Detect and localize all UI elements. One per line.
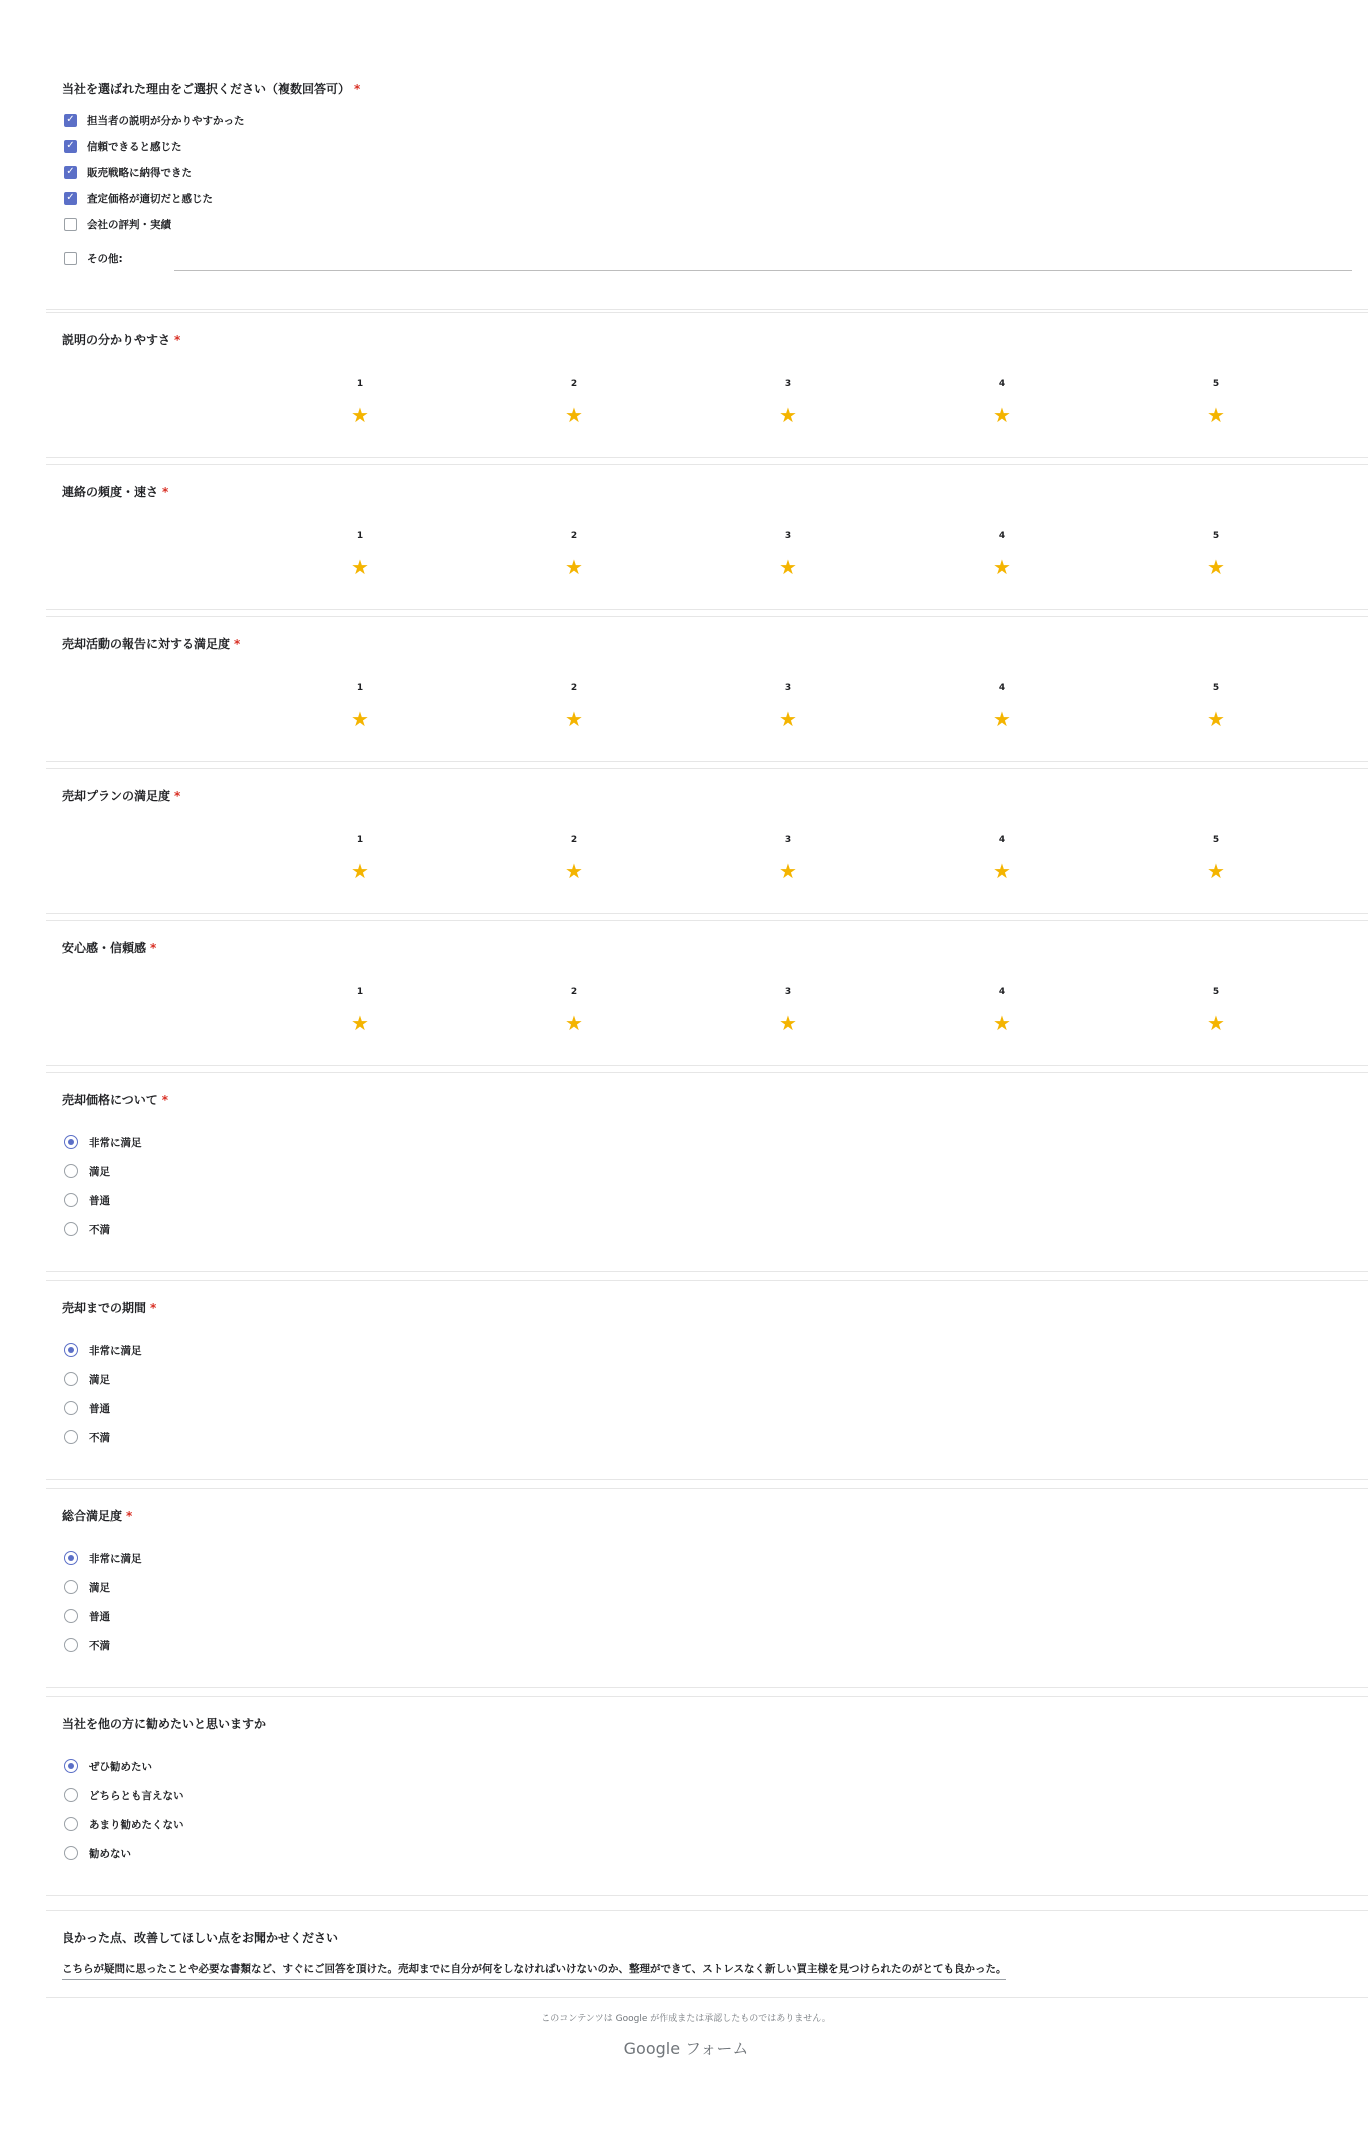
star-icon[interactable]: ★ xyxy=(351,403,369,427)
scale-label: 4 xyxy=(998,379,1006,389)
question-title: 売却価格について * xyxy=(62,1093,169,1107)
radio-option[interactable] xyxy=(64,1757,152,1775)
scale-label: 4 xyxy=(998,987,1006,997)
checkbox-option[interactable] xyxy=(64,111,245,129)
checkbox[interactable]: ✓ xyxy=(64,192,77,205)
option-label: 勧めない xyxy=(89,1847,131,1860)
radio-button[interactable] xyxy=(64,1759,78,1773)
question-title: 売却までの期間 * xyxy=(62,1301,157,1315)
required-asterisk: * xyxy=(126,1509,133,1523)
rating-option-1[interactable] xyxy=(340,379,380,425)
option-label: 非常に満足 xyxy=(89,1136,142,1149)
radio-button[interactable] xyxy=(64,1609,78,1623)
question-card-reasons xyxy=(46,60,1368,310)
option-label: 普通 xyxy=(89,1402,110,1415)
question-title: 説明の分かりやすさ * xyxy=(62,333,181,347)
checkbox[interactable] xyxy=(64,252,77,265)
other-text-input[interactable] xyxy=(174,270,1352,271)
rating-option-4[interactable] xyxy=(982,835,1022,881)
scale-label: 1 xyxy=(356,835,364,845)
scale-label: 3 xyxy=(784,835,792,845)
google-forms-logo[interactable]: Google フォーム xyxy=(623,2039,749,2058)
star-icon[interactable]: ★ xyxy=(993,1011,1011,1035)
option-label: 不満 xyxy=(89,1223,110,1236)
radio-option[interactable] xyxy=(64,1399,110,1417)
rating-option-3[interactable] xyxy=(768,987,808,1033)
radio-option[interactable] xyxy=(64,1133,142,1151)
radio-button[interactable] xyxy=(64,1580,78,1594)
footer-disclaimer: このコンテンツは Google が作成または承認したものではありません。 xyxy=(541,2014,831,2024)
radio-button[interactable] xyxy=(64,1551,78,1565)
scale-label: 4 xyxy=(998,683,1006,693)
option-label: あまり勧めたくない xyxy=(89,1818,184,1831)
scale-label: 2 xyxy=(570,835,578,845)
rating-option-3[interactable] xyxy=(768,379,808,425)
radio-button[interactable] xyxy=(64,1430,78,1444)
option-label: 非常に満足 xyxy=(89,1552,142,1565)
checkbox-option[interactable] xyxy=(64,163,192,181)
question-card-choice xyxy=(46,1280,1368,1480)
radio-option[interactable] xyxy=(64,1220,110,1238)
star-icon[interactable]: ★ xyxy=(351,1011,369,1035)
question-card-rating xyxy=(46,768,1368,914)
radio-button[interactable] xyxy=(64,1135,78,1149)
checkbox-option[interactable] xyxy=(64,189,213,207)
required-asterisk: * xyxy=(174,789,181,803)
question-card-choice xyxy=(46,1488,1368,1688)
radio-option[interactable] xyxy=(64,1607,110,1625)
radio-button[interactable] xyxy=(64,1193,78,1207)
rating-option-2[interactable] xyxy=(554,531,594,577)
checkbox-option[interactable] xyxy=(64,215,171,233)
radio-button[interactable] xyxy=(64,1222,78,1236)
option-label: 査定価格が適切だと感じた xyxy=(87,192,213,205)
required-asterisk: * xyxy=(354,82,361,96)
radio-button[interactable] xyxy=(64,1638,78,1652)
star-icon[interactable]: ★ xyxy=(993,859,1011,883)
star-icon[interactable]: ★ xyxy=(1207,1011,1225,1035)
radio-button[interactable] xyxy=(64,1817,78,1831)
rating-option-5[interactable] xyxy=(1196,987,1236,1033)
question-card-rating xyxy=(46,312,1368,458)
star-icon[interactable]: ★ xyxy=(351,555,369,579)
option-label: 不満 xyxy=(89,1639,110,1652)
scale-label: 3 xyxy=(784,379,792,389)
option-label: どちらとも言えない xyxy=(89,1789,184,1802)
star-icon[interactable]: ★ xyxy=(565,707,583,731)
option-label: 非常に満足 xyxy=(89,1344,142,1357)
question-card-rating xyxy=(46,616,1368,762)
scale-label: 2 xyxy=(570,683,578,693)
rating-option-4[interactable] xyxy=(982,531,1022,577)
option-label: 不満 xyxy=(89,1431,110,1444)
scale-label: 1 xyxy=(356,683,364,693)
question-title: 売却プランの満足度 * xyxy=(62,789,181,803)
checkbox[interactable]: ✓ xyxy=(64,114,77,127)
scale-label: 4 xyxy=(998,835,1006,845)
rating-option-2[interactable] xyxy=(554,683,594,729)
question-title: 連絡の頻度・速さ * xyxy=(62,485,169,499)
rating-option-2[interactable] xyxy=(554,835,594,881)
star-icon[interactable]: ★ xyxy=(1207,707,1225,731)
star-icon[interactable]: ★ xyxy=(1207,403,1225,427)
question-title: 安心感・信頼感 * xyxy=(62,941,157,955)
radio-option[interactable] xyxy=(64,1786,184,1804)
star-icon[interactable]: ★ xyxy=(993,403,1011,427)
checkbox[interactable]: ✓ xyxy=(64,166,77,179)
scale-label: 5 xyxy=(1212,531,1220,541)
required-asterisk: * xyxy=(162,485,169,499)
rating-option-5[interactable] xyxy=(1196,683,1236,729)
star-icon[interactable]: ★ xyxy=(1207,555,1225,579)
rating-option-1[interactable] xyxy=(340,683,380,729)
checkbox-option[interactable] xyxy=(64,137,182,155)
star-icon[interactable]: ★ xyxy=(993,555,1011,579)
question-card-choice xyxy=(46,1696,1368,1896)
star-icon[interactable]: ★ xyxy=(779,403,797,427)
star-icon[interactable]: ★ xyxy=(565,1011,583,1035)
option-label: 販売戦略に納得できた xyxy=(87,166,192,179)
radio-option[interactable] xyxy=(64,1162,110,1180)
scale-label: 3 xyxy=(784,531,792,541)
star-icon[interactable]: ★ xyxy=(779,555,797,579)
question-title: 総合満足度 * xyxy=(62,1509,133,1523)
option-label: 満足 xyxy=(89,1581,110,1594)
option-label: ぜひ勧めたい xyxy=(89,1760,152,1773)
star-icon[interactable]: ★ xyxy=(993,707,1011,731)
question-title: 当社を他の方に勧めたいと思いますか xyxy=(62,1717,267,1731)
question-card-rating xyxy=(46,920,1368,1066)
star-icon[interactable]: ★ xyxy=(565,859,583,883)
option-label: 信頼できると感じた xyxy=(87,140,182,153)
rating-option-1[interactable] xyxy=(340,987,380,1033)
required-asterisk: * xyxy=(150,1301,157,1315)
rating-option-3[interactable] xyxy=(768,531,808,577)
rating-option-3[interactable] xyxy=(768,835,808,881)
radio-option[interactable] xyxy=(64,1815,184,1833)
question-card-feedback xyxy=(46,1910,1368,1998)
option-label: 満足 xyxy=(89,1165,110,1178)
radio-option[interactable] xyxy=(64,1844,131,1862)
radio-option[interactable] xyxy=(64,1341,142,1359)
radio-button[interactable] xyxy=(64,1401,78,1415)
scale-label: 5 xyxy=(1212,987,1220,997)
star-icon[interactable]: ★ xyxy=(779,707,797,731)
scale-label: 1 xyxy=(356,379,364,389)
star-icon[interactable]: ★ xyxy=(565,555,583,579)
radio-option[interactable] xyxy=(64,1549,142,1567)
rating-option-5[interactable] xyxy=(1196,835,1236,881)
star-icon[interactable]: ★ xyxy=(565,403,583,427)
star-icon[interactable]: ★ xyxy=(1207,859,1225,883)
radio-option[interactable] xyxy=(64,1428,110,1446)
rating-option-1[interactable] xyxy=(340,531,380,577)
option-label: 満足 xyxy=(89,1373,110,1386)
radio-button[interactable] xyxy=(64,1846,78,1860)
star-icon[interactable]: ★ xyxy=(779,859,797,883)
option-label: 会社の評判・実績 xyxy=(87,218,171,231)
radio-button[interactable] xyxy=(64,1343,78,1357)
option-label: 普通 xyxy=(89,1610,110,1623)
rating-option-4[interactable] xyxy=(982,987,1022,1033)
rating-option-1[interactable] xyxy=(340,835,380,881)
rating-option-2[interactable] xyxy=(554,987,594,1033)
scale-label: 5 xyxy=(1212,683,1220,693)
question-title: 当社を選ばれた理由をご選択ください（複数回答可） * xyxy=(62,82,361,96)
radio-button[interactable] xyxy=(64,1788,78,1802)
feedback-answer[interactable]: こちらが疑問に思ったことや必要な書類など、すぐにご回答を頂けた。売却までに自分が何をしなければいけないのか、整理ができて、ストレスなく新しい買主様を見つけられたのがとても良かった。 xyxy=(62,1961,1006,1980)
question-card-rating xyxy=(46,464,1368,610)
required-asterisk: * xyxy=(161,1093,169,1107)
question-title: 売却活動の報告に対する満足度 * xyxy=(62,637,241,651)
radio-option[interactable] xyxy=(64,1578,110,1596)
question-title: 良かった点、改善してほしい点をお聞かせください xyxy=(62,1931,339,1945)
radio-option[interactable] xyxy=(64,1191,110,1209)
star-icon[interactable]: ★ xyxy=(351,859,369,883)
rating-option-4[interactable] xyxy=(982,683,1022,729)
question-card-choice xyxy=(46,1072,1368,1272)
rating-option-2[interactable] xyxy=(554,379,594,425)
scale-label: 1 xyxy=(356,987,364,997)
scale-label: 5 xyxy=(1212,379,1220,389)
required-asterisk: * xyxy=(174,333,181,347)
checkbox[interactable] xyxy=(64,218,77,231)
scale-label: 5 xyxy=(1212,835,1220,845)
option-label: その他: xyxy=(87,252,123,265)
option-label: 普通 xyxy=(89,1194,110,1207)
checkbox-option-other[interactable] xyxy=(64,249,123,267)
scale-label: 1 xyxy=(356,531,364,541)
star-icon[interactable]: ★ xyxy=(351,707,369,731)
option-label: 担当者の説明が分かりやすかった xyxy=(87,114,245,127)
rating-option-4[interactable] xyxy=(982,379,1022,425)
scale-label: 2 xyxy=(570,531,578,541)
rating-option-3[interactable] xyxy=(768,683,808,729)
scale-label: 4 xyxy=(998,531,1006,541)
radio-button[interactable] xyxy=(64,1164,78,1178)
required-asterisk: * xyxy=(234,637,241,651)
rating-option-5[interactable] xyxy=(1196,531,1236,577)
radio-option[interactable] xyxy=(64,1636,110,1654)
radio-button[interactable] xyxy=(64,1372,78,1386)
star-icon[interactable]: ★ xyxy=(779,1011,797,1035)
rating-option-5[interactable] xyxy=(1196,379,1236,425)
scale-label: 2 xyxy=(570,987,578,997)
scale-label: 2 xyxy=(570,379,578,389)
scale-label: 3 xyxy=(784,987,792,997)
radio-option[interactable] xyxy=(64,1370,110,1388)
checkbox[interactable]: ✓ xyxy=(64,140,77,153)
scale-label: 3 xyxy=(784,683,792,693)
required-asterisk: * xyxy=(150,941,157,955)
